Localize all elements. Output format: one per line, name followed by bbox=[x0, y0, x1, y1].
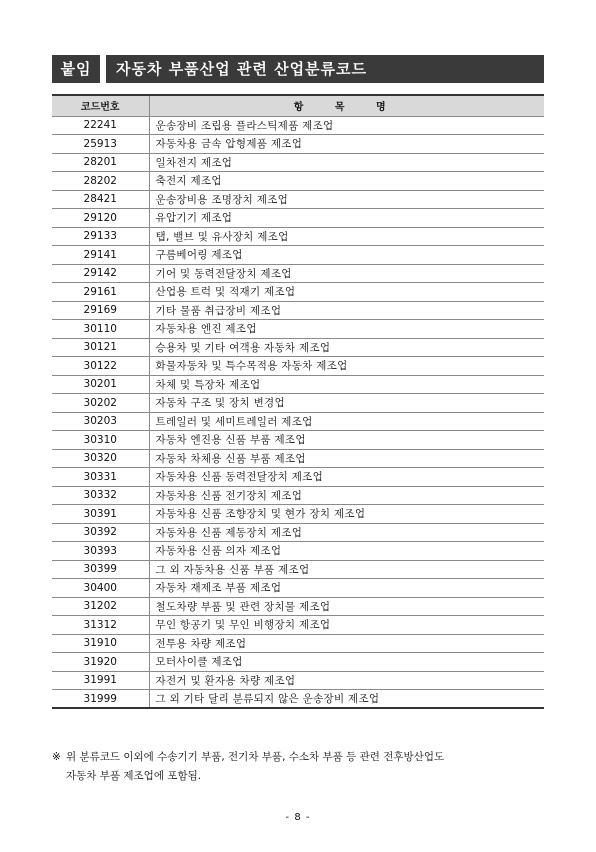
industry-code: 30310 bbox=[52, 431, 149, 450]
industry-code: 29169 bbox=[52, 301, 149, 320]
industry-name: 모터사이클 제조업 bbox=[149, 653, 544, 672]
table-row bbox=[52, 542, 544, 561]
industry-name: 운송장비 조립용 플라스틱제품 제조업 bbox=[149, 116, 544, 135]
industry-code: 31312 bbox=[52, 616, 149, 635]
industry-name: 철도차량 부품 및 관련 장치물 제조업 bbox=[149, 597, 544, 616]
industry-name: 자동차 재제조 부품 제조업 bbox=[149, 579, 544, 598]
industry-name: 전투용 차량 제조업 bbox=[149, 634, 544, 653]
industry-code: 30392 bbox=[52, 523, 149, 542]
industry-name: 자동차용 신품 전기장치 제조업 bbox=[149, 486, 544, 505]
table-row bbox=[52, 616, 544, 635]
table-row bbox=[52, 338, 544, 357]
industry-name: 자동차용 신품 의자 제조업 bbox=[149, 542, 544, 561]
industry-code: 30202 bbox=[52, 394, 149, 413]
table-row bbox=[52, 579, 544, 598]
table-row bbox=[52, 357, 544, 376]
table-row bbox=[52, 653, 544, 672]
industry-code: 30400 bbox=[52, 579, 149, 598]
table-row bbox=[52, 246, 544, 265]
table-row bbox=[52, 523, 544, 542]
industry-name: 자동차용 신품 제동장치 제조업 bbox=[149, 523, 544, 542]
table-row bbox=[52, 209, 544, 228]
industry-name: 트레일러 및 세미트레일러 제조업 bbox=[149, 412, 544, 431]
industry-name: 자동차용 금속 압형제품 제조업 bbox=[149, 135, 544, 154]
industry-name: 유압기기 제조업 bbox=[149, 209, 544, 228]
attachment-tag: 붙임 bbox=[52, 55, 100, 83]
table-header-row bbox=[52, 95, 544, 116]
table-row bbox=[52, 320, 544, 339]
table-row bbox=[52, 468, 544, 487]
page-title: 자동차 부품산업 관련 산업분류코드 bbox=[106, 55, 544, 83]
industry-code: 31202 bbox=[52, 597, 149, 616]
industry-code: 30201 bbox=[52, 375, 149, 394]
industry-name: 승용차 및 기타 여객용 자동차 제조업 bbox=[149, 338, 544, 357]
industry-code: 29142 bbox=[52, 264, 149, 283]
industry-code: 30331 bbox=[52, 468, 149, 487]
table-body bbox=[52, 116, 544, 708]
industry-code: 28201 bbox=[52, 153, 149, 172]
industry-code: 29133 bbox=[52, 227, 149, 246]
industry-code: 31920 bbox=[52, 653, 149, 672]
industry-code: 30391 bbox=[52, 505, 149, 524]
industry-name: 산업용 트럭 및 적재기 제조업 bbox=[149, 283, 544, 302]
industry-code: 31999 bbox=[52, 690, 149, 709]
industry-name: 자동차용 신품 조향장치 및 현가 장치 제조업 bbox=[149, 505, 544, 524]
table-row bbox=[52, 190, 544, 209]
table-row bbox=[52, 597, 544, 616]
industry-code: 29161 bbox=[52, 283, 149, 302]
table-row bbox=[52, 449, 544, 468]
note-mark: ※ bbox=[52, 751, 61, 763]
table-row bbox=[52, 486, 544, 505]
table-row bbox=[52, 560, 544, 579]
industry-code: 30203 bbox=[52, 412, 149, 431]
footnote bbox=[52, 748, 548, 786]
table-row bbox=[52, 634, 544, 653]
table-row bbox=[52, 505, 544, 524]
industry-name: 일차전지 제조업 bbox=[149, 153, 544, 172]
industry-code: 31910 bbox=[52, 634, 149, 653]
industry-code: 28202 bbox=[52, 172, 149, 191]
industry-name: 차체 및 특장차 제조업 bbox=[149, 375, 544, 394]
industry-name: 무인 항공기 및 무인 비행장치 제조업 bbox=[149, 616, 544, 635]
industry-name: 축전지 제조업 bbox=[149, 172, 544, 191]
industry-name: 탭, 밸브 및 유사장치 제조업 bbox=[149, 227, 544, 246]
table-row bbox=[52, 671, 544, 690]
table-row bbox=[52, 116, 544, 135]
table-row bbox=[52, 172, 544, 191]
table-row bbox=[52, 690, 544, 709]
table-row bbox=[52, 301, 544, 320]
industry-code: 30399 bbox=[52, 560, 149, 579]
industry-name: 자동차 차체용 신품 부품 제조업 bbox=[149, 449, 544, 468]
industry-code: 30110 bbox=[52, 320, 149, 339]
industry-code: 28421 bbox=[52, 190, 149, 209]
industry-name: 구름베어링 제조업 bbox=[149, 246, 544, 265]
industry-code: 30320 bbox=[52, 449, 149, 468]
page-number: - 8 - bbox=[285, 812, 311, 823]
table-row bbox=[52, 153, 544, 172]
industry-name: 자동차 엔진용 신품 부품 제조업 bbox=[149, 431, 544, 450]
industry-code: 30332 bbox=[52, 486, 149, 505]
note-line-2: 자동차 부품 제조업에 포함됨. bbox=[66, 770, 202, 782]
table-row bbox=[52, 264, 544, 283]
table-row bbox=[52, 394, 544, 413]
industry-name: 그 외 자동차용 신품 부품 제조업 bbox=[149, 560, 544, 579]
industry-code: 30393 bbox=[52, 542, 149, 561]
industry-name: 운송장비용 조명장치 제조업 bbox=[149, 190, 544, 209]
column-header-name: 항 목 명 bbox=[149, 95, 544, 116]
table-row bbox=[52, 227, 544, 246]
industry-name: 자전거 및 환자용 차량 제조업 bbox=[149, 671, 544, 690]
industry-name: 자동차용 엔진 제조업 bbox=[149, 320, 544, 339]
industry-code: 30122 bbox=[52, 357, 149, 376]
industry-code: 30121 bbox=[52, 338, 149, 357]
table-row bbox=[52, 135, 544, 154]
industry-code: 29141 bbox=[52, 246, 149, 265]
industry-code: 31991 bbox=[52, 671, 149, 690]
industry-name: 화물자동차 및 특수목적용 자동차 제조업 bbox=[149, 357, 544, 376]
note-line-1: 위 분류코드 이외에 수송기기 부품, 전기차 부품, 수소차 부품 등 관련 전후방산업도 bbox=[66, 751, 445, 763]
industry-name: 자동차용 신품 동력전달장치 제조업 bbox=[149, 468, 544, 487]
column-header-code: 코드번호 bbox=[52, 95, 149, 116]
industry-code: 29120 bbox=[52, 209, 149, 228]
industry-code: 25913 bbox=[52, 135, 149, 154]
industry-code: 22241 bbox=[52, 116, 149, 135]
table-row bbox=[52, 375, 544, 394]
table-row bbox=[52, 431, 544, 450]
table-row bbox=[52, 283, 544, 302]
industry-name: 자동차 구조 및 장치 변경업 bbox=[149, 394, 544, 413]
title-bar bbox=[52, 55, 544, 83]
industry-code-table bbox=[52, 94, 544, 709]
industry-name: 기어 및 동력전달장치 제조업 bbox=[149, 264, 544, 283]
industry-name: 기타 물품 취급장비 제조업 bbox=[149, 301, 544, 320]
table-row bbox=[52, 412, 544, 431]
industry-name: 그 외 기타 달리 분류되지 않은 운송장비 제조업 bbox=[149, 690, 544, 709]
